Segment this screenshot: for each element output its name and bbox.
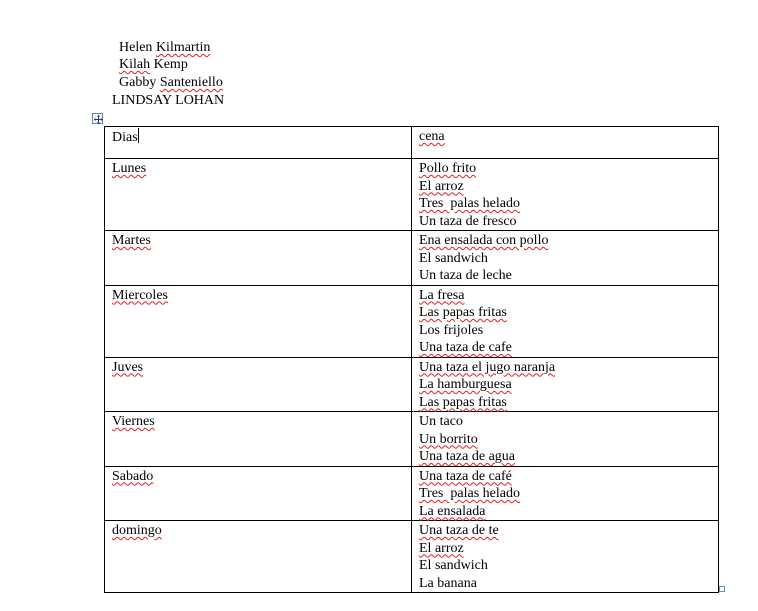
meal-item: El arroz [419,178,464,194]
day-label: domingo [112,523,162,538]
day-label: Juves [112,359,144,375]
meal-item: Una taza de cafe [419,340,512,355]
meal-item: Tres palas helado [419,196,520,211]
day-cell[interactable] [105,231,412,286]
meal-item: La ensalada [419,503,486,519]
meal-item: Un borrito [419,431,478,447]
document-heading: LINDSAY LOHAN [112,93,225,108]
header-cell-cena[interactable] [412,127,719,159]
meal-item: El arroz [419,540,464,556]
text-cursor [138,128,139,143]
meal-item: Un taza de leche [419,268,512,283]
meal-item: Las papas fritas [419,394,507,410]
meal-item: Una taza de agua [419,449,515,464]
meal-cell[interactable] [412,159,719,231]
table-row [105,357,719,412]
day-label: Viernes [112,414,155,429]
meal-cell[interactable] [412,466,719,521]
day-cell[interactable] [105,412,412,467]
table-row [105,412,719,467]
meal-item: La hamburguesa [419,377,512,392]
meal-item: Tres palas helado [419,486,520,501]
day-cell[interactable] [105,357,412,412]
table-move-handle-icon[interactable] [92,113,103,124]
day-label: Miercoles [112,287,168,303]
meal-cell[interactable] [412,357,719,412]
header-cell-dias[interactable] [105,127,412,159]
table-row [105,466,719,521]
header-cena-text: cena [419,129,445,144]
author-first-name: Helen [119,40,153,55]
day-cell[interactable] [105,285,412,357]
meal-cell[interactable] [412,412,719,467]
meal-cell[interactable] [412,521,719,593]
author-first-name: Gabby [119,75,157,90]
day-cell[interactable] [105,159,412,231]
day-cell[interactable] [105,521,412,593]
header-dias-text: Dias [112,130,138,145]
day-label: Martes [112,233,151,248]
table-resize-handle-icon[interactable] [719,586,725,592]
meal-item: Un taco [419,414,463,429]
day-cell[interactable] [105,466,412,521]
day-label: Sabado [112,468,154,484]
author-last-name: Santeniello [159,75,223,90]
meal-item: Una taza de te [419,523,499,538]
meal-item: Un taza de fresco [419,213,517,229]
meal-cell[interactable] [412,285,719,357]
meal-item: La banana [419,575,477,591]
author-first-name: Kilah [119,57,151,72]
table-row [105,231,719,286]
author-last-name: Kilmartin [155,40,211,55]
meal-item: Los frijoles [419,322,484,338]
meal-item: Una taza el jugo naranja [419,359,556,375]
meal-item: Ena ensalada con pollo [419,233,549,248]
menu-table[interactable] [104,126,719,593]
meal-item: El sandwich [419,558,488,573]
meal-item: Las papas fritas [419,305,507,320]
author-line-3 [112,57,223,91]
table-row [105,159,719,231]
meal-item: El sandwich [419,250,488,266]
meal-item: Una taza de café [419,468,512,484]
table-row [105,285,719,357]
author-last-name: Kemp [153,57,188,72]
meal-cell[interactable] [412,231,719,286]
day-label: Lunes [112,161,147,176]
table-row [105,521,719,593]
meal-item: La fresa [419,287,465,303]
meal-item: Pollo frito [419,161,477,176]
table-header-row [105,127,719,159]
